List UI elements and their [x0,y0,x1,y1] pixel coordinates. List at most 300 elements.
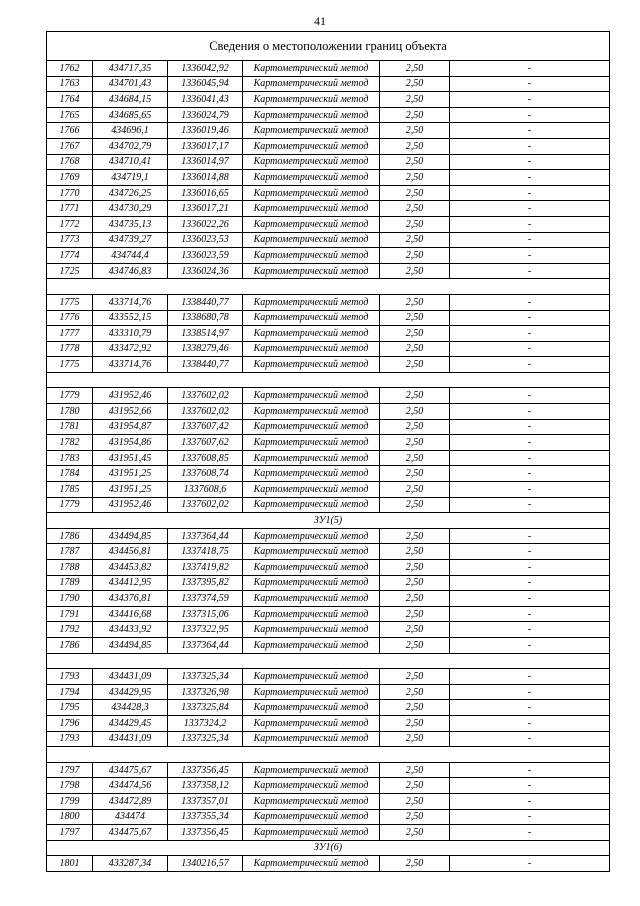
precision-cell: 2,50 [380,700,450,716]
precision-cell: 2,50 [380,731,450,747]
separator-cell [47,653,610,669]
method-cell: Картометрический метод [243,107,380,123]
table-row [47,528,610,544]
method-cell: Картометрический метод [243,700,380,716]
point-number-cell: 1781 [47,419,93,435]
section-label: ЗУ1(6) [47,840,610,856]
description-cell: - [450,154,610,170]
precision-cell: 2,50 [380,154,450,170]
point-number-cell: 1762 [47,61,93,77]
point-number-cell: 1784 [47,466,93,482]
precision-cell: 2,50 [380,856,450,872]
y-coordinate-cell: 1336023,53 [168,232,243,248]
precision-cell: 2,50 [380,357,450,373]
y-coordinate-cell: 1336024,36 [168,263,243,279]
point-number-cell: 1774 [47,248,93,264]
y-coordinate-cell: 1336016,65 [168,185,243,201]
x-coordinate-cell: 434717,35 [93,61,168,77]
precision-cell: 2,50 [380,123,450,139]
precision-cell: 2,50 [380,637,450,653]
separator-row [47,653,610,669]
page-number: 41 [314,14,326,28]
method-cell: Картометрический метод [243,778,380,794]
method-cell: Картометрический метод [243,575,380,591]
point-number-cell: 1725 [47,263,93,279]
x-coordinate-cell: 434701,43 [93,76,168,92]
precision-cell: 2,50 [380,575,450,591]
x-coordinate-cell: 434739,27 [93,232,168,248]
point-number-cell: 1793 [47,731,93,747]
y-coordinate-cell: 1337364,44 [168,637,243,653]
point-number-cell: 1768 [47,154,93,170]
table-row [47,450,610,466]
description-cell: - [450,731,610,747]
x-coordinate-cell: 434685,65 [93,107,168,123]
x-coordinate-cell: 433310,79 [93,326,168,342]
y-coordinate-cell: 1338279,46 [168,341,243,357]
point-number-cell: 1773 [47,232,93,248]
table-row [47,123,610,139]
table-row [47,778,610,794]
table-row [47,637,610,653]
precision-cell: 2,50 [380,404,450,420]
precision-cell: 2,50 [380,138,450,154]
description-cell: - [450,232,610,248]
point-number-cell: 1782 [47,435,93,451]
point-number-cell: 1780 [47,404,93,420]
point-number-cell: 1793 [47,669,93,685]
precision-cell: 2,50 [380,92,450,108]
description-cell: - [450,170,610,186]
description-cell: - [450,466,610,482]
y-coordinate-cell: 1336014,97 [168,154,243,170]
table-row [47,466,610,482]
method-cell: Картометрический метод [243,232,380,248]
x-coordinate-cell: 434730,29 [93,201,168,217]
y-coordinate-cell: 1338514,97 [168,326,243,342]
point-number-cell: 1798 [47,778,93,794]
table-row [47,310,610,326]
method-cell: Картометрический метод [243,201,380,217]
y-coordinate-cell: 1336024,79 [168,107,243,123]
method-cell: Картометрический метод [243,92,380,108]
separator-row [47,747,610,763]
table-row [47,793,610,809]
point-number-cell: 1777 [47,326,93,342]
separator-cell [47,279,610,295]
table-row [47,154,610,170]
table-row [47,170,610,186]
description-cell: - [450,778,610,794]
table-title: Сведения о местоположении границ объекта [47,32,610,61]
description-cell: - [450,263,610,279]
table-row [47,232,610,248]
precision-cell: 2,50 [380,201,450,217]
x-coordinate-cell: 434431,09 [93,731,168,747]
method-cell: Картометрический метод [243,263,380,279]
point-number-cell: 1775 [47,357,93,373]
precision-cell: 2,50 [380,232,450,248]
description-cell: - [450,622,610,638]
y-coordinate-cell: 1337608,6 [168,482,243,498]
method-cell: Картометрический метод [243,76,380,92]
precision-cell: 2,50 [380,326,450,342]
description-cell: - [450,762,610,778]
precision-cell: 2,50 [380,560,450,576]
table-row [47,731,610,747]
precision-cell: 2,50 [380,185,450,201]
description-cell: - [450,591,610,607]
point-number-cell: 1789 [47,575,93,591]
point-number-cell: 1794 [47,684,93,700]
x-coordinate-cell: 434494,85 [93,637,168,653]
method-cell: Картометрический метод [243,528,380,544]
description-cell: - [450,482,610,498]
x-coordinate-cell: 434474 [93,809,168,825]
table-row [47,201,610,217]
x-coordinate-cell: 434431,09 [93,669,168,685]
x-coordinate-cell: 434472,89 [93,793,168,809]
precision-cell: 2,50 [380,263,450,279]
x-coordinate-cell: 433714,76 [93,357,168,373]
x-coordinate-cell: 434696,1 [93,123,168,139]
description-cell: - [450,388,610,404]
method-cell: Картометрический метод [243,466,380,482]
precision-cell: 2,50 [380,248,450,264]
x-coordinate-cell: 434719,1 [93,170,168,186]
x-coordinate-cell: 434684,15 [93,92,168,108]
description-cell: - [450,528,610,544]
description-cell: - [450,404,610,420]
table-row [47,482,610,498]
point-number-cell: 1770 [47,185,93,201]
precision-cell: 2,50 [380,793,450,809]
description-cell: - [450,809,610,825]
table-row [47,606,610,622]
method-cell: Картометрический метод [243,684,380,700]
precision-cell: 2,50 [380,61,450,77]
separator-row [47,372,610,388]
precision-cell: 2,50 [380,482,450,498]
description-cell: - [450,248,610,264]
point-number-cell: 1764 [47,92,93,108]
x-coordinate-cell: 434710,41 [93,154,168,170]
table-row [47,294,610,310]
x-coordinate-cell: 434746,83 [93,263,168,279]
description-cell: - [450,107,610,123]
method-cell: Картометрический метод [243,138,380,154]
description-cell: - [450,92,610,108]
point-number-cell: 1766 [47,123,93,139]
y-coordinate-cell: 1338680,78 [168,310,243,326]
description-cell: - [450,715,610,731]
x-coordinate-cell: 434475,67 [93,825,168,841]
precision-cell: 2,50 [380,388,450,404]
table-row [47,326,610,342]
method-cell: Картометрический метод [243,622,380,638]
y-coordinate-cell: 1336045,94 [168,76,243,92]
y-coordinate-cell: 1337607,42 [168,419,243,435]
table-row [47,61,610,77]
table-row [47,76,610,92]
table-row [47,107,610,123]
point-number-cell: 1786 [47,637,93,653]
y-coordinate-cell: 1337325,84 [168,700,243,716]
table-row [47,715,610,731]
description-cell: - [450,294,610,310]
description-cell: - [450,419,610,435]
description-cell: - [450,76,610,92]
method-cell: Картометрический метод [243,310,380,326]
method-cell: Картометрический метод [243,497,380,513]
y-coordinate-cell: 1337356,45 [168,825,243,841]
method-cell: Картометрический метод [243,170,380,186]
method-cell: Картометрический метод [243,357,380,373]
method-cell: Картометрический метод [243,185,380,201]
point-number-cell: 1786 [47,528,93,544]
description-cell: - [450,310,610,326]
y-coordinate-cell: 1336042,92 [168,61,243,77]
method-cell: Картометрический метод [243,216,380,232]
method-cell: Картометрический метод [243,715,380,731]
description-cell: - [450,825,610,841]
y-coordinate-cell: 1337608,74 [168,466,243,482]
y-coordinate-cell: 1337324,2 [168,715,243,731]
y-coordinate-cell: 1337395,82 [168,575,243,591]
y-coordinate-cell: 1336017,17 [168,138,243,154]
x-coordinate-cell: 434412,95 [93,575,168,591]
section-row [47,513,610,529]
point-number-cell: 1797 [47,825,93,841]
description-cell: - [450,201,610,217]
y-coordinate-cell: 1336017,21 [168,201,243,217]
method-cell: Картометрический метод [243,248,380,264]
x-coordinate-cell: 433287,34 [93,856,168,872]
description-cell: - [450,435,610,451]
y-coordinate-cell: 1338440,77 [168,294,243,310]
y-coordinate-cell: 1337607,62 [168,435,243,451]
precision-cell: 2,50 [380,622,450,638]
method-cell: Картометрический метод [243,326,380,342]
table-row [47,497,610,513]
point-number-cell: 1779 [47,388,93,404]
point-number-cell: 1771 [47,201,93,217]
y-coordinate-cell: 1337364,44 [168,528,243,544]
x-coordinate-cell: 434726,25 [93,185,168,201]
x-coordinate-cell: 434429,45 [93,715,168,731]
description-cell: - [450,138,610,154]
description-cell: - [450,497,610,513]
method-cell: Картометрический метод [243,793,380,809]
point-number-cell: 1790 [47,591,93,607]
precision-cell: 2,50 [380,591,450,607]
y-coordinate-cell: 1340216,57 [168,856,243,872]
precision-cell: 2,50 [380,762,450,778]
x-coordinate-cell: 433472,92 [93,341,168,357]
precision-cell: 2,50 [380,435,450,451]
y-coordinate-cell: 1337322,95 [168,622,243,638]
description-cell: - [450,684,610,700]
table-row [47,263,610,279]
precision-cell: 2,50 [380,341,450,357]
x-coordinate-cell: 434474,56 [93,778,168,794]
table-row [47,92,610,108]
y-coordinate-cell: 1337374,59 [168,591,243,607]
point-number-cell: 1800 [47,809,93,825]
y-coordinate-cell: 1337602,02 [168,404,243,420]
method-cell: Картометрический метод [243,388,380,404]
table-row [47,669,610,685]
y-coordinate-cell: 1337602,02 [168,388,243,404]
method-cell: Картометрический метод [243,482,380,498]
table-row [47,825,610,841]
description-cell: - [450,669,610,685]
x-coordinate-cell: 434428,3 [93,700,168,716]
section-label: ЗУ1(5) [47,513,610,529]
point-number-cell: 1796 [47,715,93,731]
x-coordinate-cell: 431954,86 [93,435,168,451]
x-coordinate-cell: 433714,76 [93,294,168,310]
x-coordinate-cell: 433552,15 [93,310,168,326]
table-row [47,560,610,576]
table-row [47,856,610,872]
x-coordinate-cell: 434735,13 [93,216,168,232]
y-coordinate-cell: 1337602,02 [168,497,243,513]
table-row [47,809,610,825]
y-coordinate-cell: 1337325,34 [168,731,243,747]
table-row [47,216,610,232]
table-row [47,544,610,560]
precision-cell: 2,50 [380,310,450,326]
point-number-cell: 1778 [47,341,93,357]
description-cell: - [450,793,610,809]
description-cell: - [450,856,610,872]
point-number-cell: 1787 [47,544,93,560]
precision-cell: 2,50 [380,170,450,186]
precision-cell: 2,50 [380,497,450,513]
table-row [47,388,610,404]
x-coordinate-cell: 434456,81 [93,544,168,560]
point-number-cell: 1797 [47,762,93,778]
description-cell: - [450,341,610,357]
x-coordinate-cell: 431952,46 [93,497,168,513]
x-coordinate-cell: 431951,25 [93,482,168,498]
table-row [47,435,610,451]
y-coordinate-cell: 1336022,26 [168,216,243,232]
method-cell: Картометрический метод [243,61,380,77]
y-coordinate-cell: 1336014,88 [168,170,243,186]
point-number-cell: 1767 [47,138,93,154]
method-cell: Картометрический метод [243,606,380,622]
precision-cell: 2,50 [380,544,450,560]
y-coordinate-cell: 1337315,06 [168,606,243,622]
method-cell: Картометрический метод [243,825,380,841]
table-row [47,185,610,201]
description-cell: - [450,357,610,373]
point-number-cell: 1783 [47,450,93,466]
y-coordinate-cell: 1337418,75 [168,544,243,560]
x-coordinate-cell: 434376,81 [93,591,168,607]
x-coordinate-cell: 434702,79 [93,138,168,154]
description-cell: - [450,637,610,653]
method-cell: Картометрический метод [243,637,380,653]
y-coordinate-cell: 1337326,98 [168,684,243,700]
y-coordinate-cell: 1337357,01 [168,793,243,809]
precision-cell: 2,50 [380,809,450,825]
separator-cell [47,747,610,763]
table-row [47,248,610,264]
point-number-cell: 1799 [47,793,93,809]
method-cell: Картометрический метод [243,762,380,778]
separator-cell [47,372,610,388]
description-cell: - [450,326,610,342]
precision-cell: 2,50 [380,450,450,466]
x-coordinate-cell: 431951,45 [93,450,168,466]
method-cell: Картометрический метод [243,856,380,872]
method-cell: Картометрический метод [243,809,380,825]
point-number-cell: 1769 [47,170,93,186]
point-number-cell: 1763 [47,76,93,92]
point-number-cell: 1765 [47,107,93,123]
table-row [47,138,610,154]
table-row [47,700,610,716]
method-cell: Картометрический метод [243,560,380,576]
precision-cell: 2,50 [380,684,450,700]
description-cell: - [450,216,610,232]
x-coordinate-cell: 434475,67 [93,762,168,778]
precision-cell: 2,50 [380,825,450,841]
y-coordinate-cell: 1338440,77 [168,357,243,373]
method-cell: Картометрический метод [243,419,380,435]
method-cell: Картометрический метод [243,544,380,560]
table-row [47,419,610,435]
precision-cell: 2,50 [380,419,450,435]
precision-cell: 2,50 [380,715,450,731]
boundary-table [46,31,610,872]
table-row [47,341,610,357]
table-row [47,575,610,591]
point-number-cell: 1788 [47,560,93,576]
method-cell: Картометрический метод [243,435,380,451]
precision-cell: 2,50 [380,669,450,685]
point-number-cell: 1772 [47,216,93,232]
method-cell: Картометрический метод [243,404,380,420]
method-cell: Картометрический метод [243,154,380,170]
table-row [47,357,610,373]
table-row [47,684,610,700]
y-coordinate-cell: 1336019,46 [168,123,243,139]
table-row [47,762,610,778]
method-cell: Картометрический метод [243,731,380,747]
description-cell: - [450,544,610,560]
description-cell: - [450,123,610,139]
description-cell: - [450,61,610,77]
y-coordinate-cell: 1336041,43 [168,92,243,108]
y-coordinate-cell: 1337355,34 [168,809,243,825]
x-coordinate-cell: 434429,95 [93,684,168,700]
x-coordinate-cell: 431951,25 [93,466,168,482]
description-cell: - [450,606,610,622]
point-number-cell: 1792 [47,622,93,638]
point-number-cell: 1791 [47,606,93,622]
y-coordinate-cell: 1336023,59 [168,248,243,264]
point-number-cell: 1795 [47,700,93,716]
method-cell: Картометрический метод [243,669,380,685]
x-coordinate-cell: 434453,82 [93,560,168,576]
table-title-row [47,32,610,61]
precision-cell: 2,50 [380,528,450,544]
y-coordinate-cell: 1337325,34 [168,669,243,685]
